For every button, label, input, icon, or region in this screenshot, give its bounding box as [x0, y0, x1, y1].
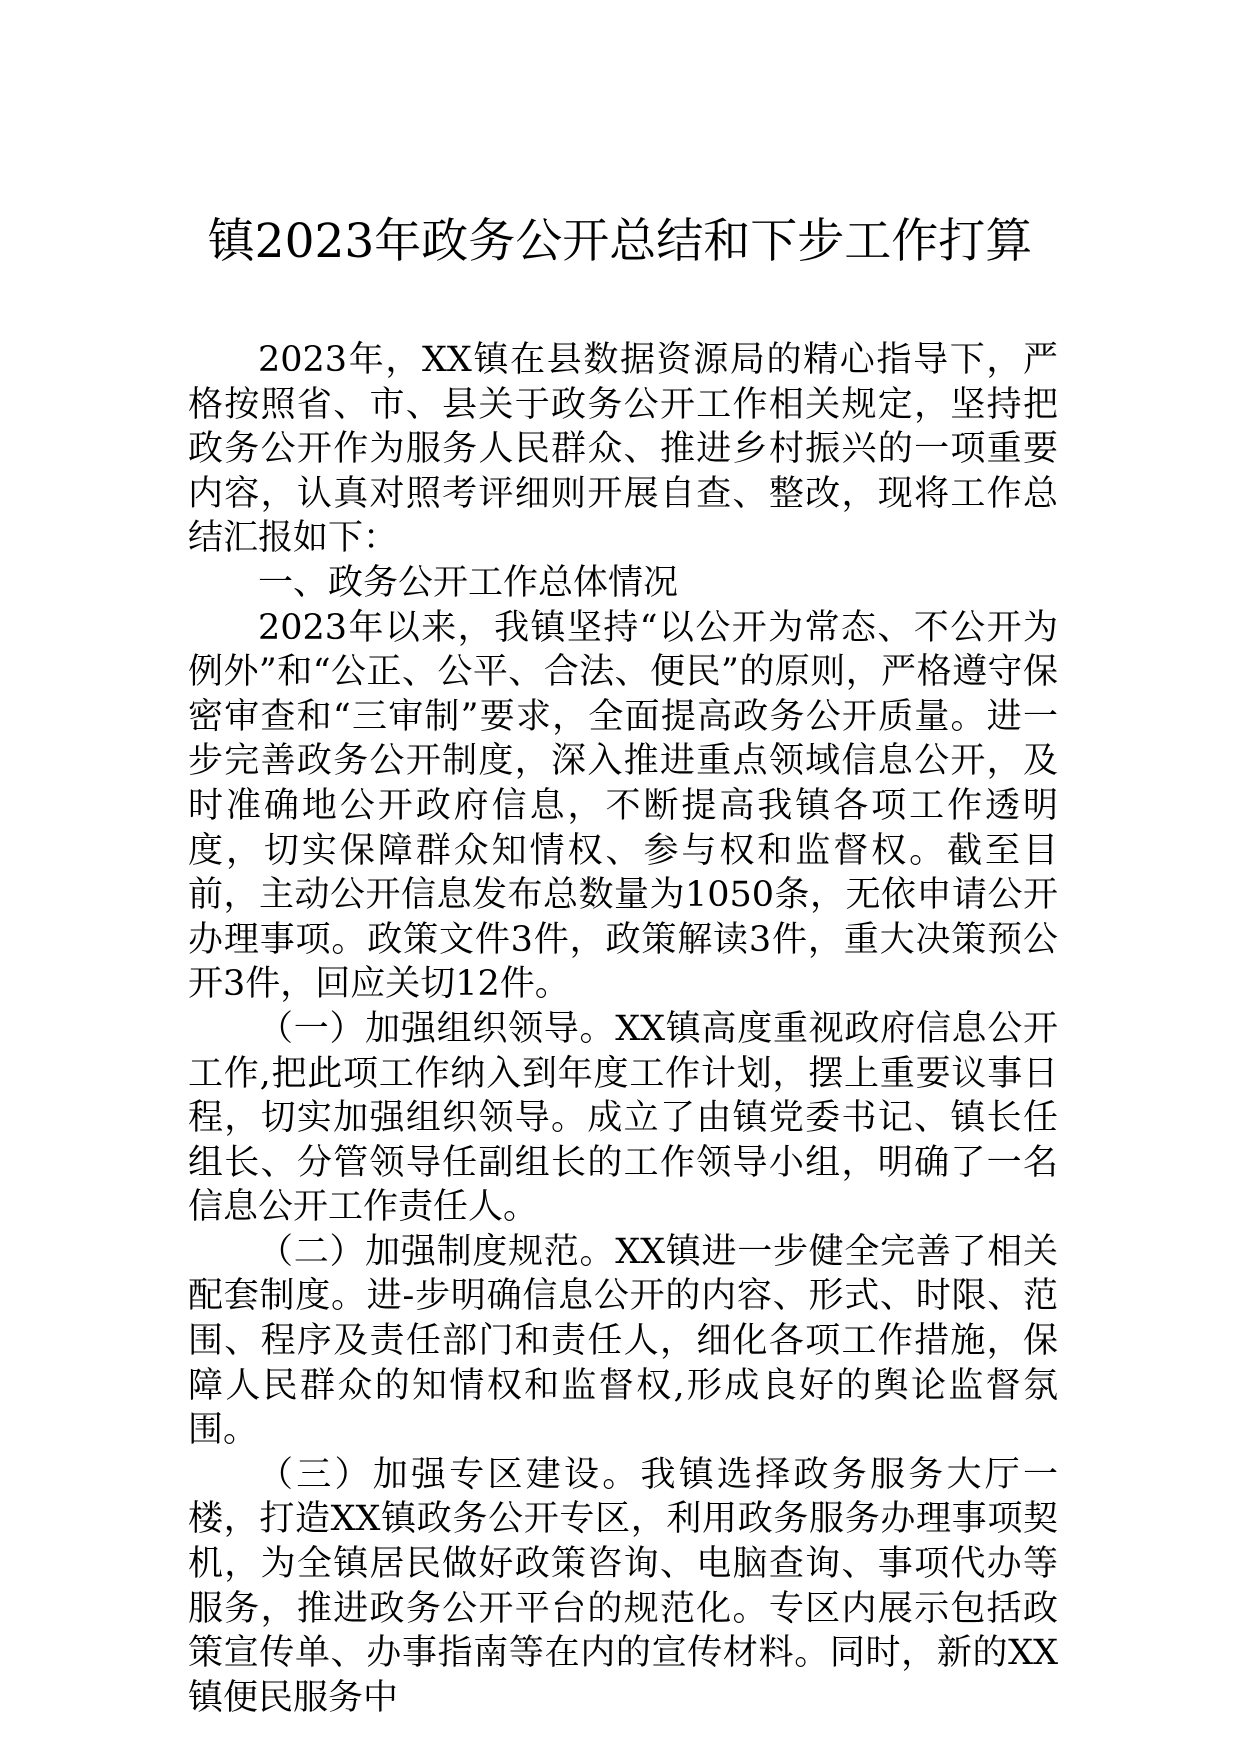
document-body: [188, 338, 1058, 1720]
regulation-paragraph: （二）加强制度规范。XX镇进一步健全完善了相关配套制度。进-步明确信息公开的内容、形式、时限、范围、程序及责任部门和责任人，细化各项工作措施，保障人民群众的知情权和监督权,形成良好的舆论监督氛围。: [188, 1231, 1058, 1451]
section-heading: 一、政务公开工作总体情况: [258, 562, 679, 603]
document-title: 镇2023年政务公开总结和下步工作打算: [207, 214, 1033, 269]
overview-paragraph: 2023年以来，我镇坚持“以公开为常态、不公开为例外”和“公正、公平、合法、便民”的原则，严格遵守保密审查和“三审制”要求，全面提高政务公开质量。进一步完善政务公开制度，深入推进重点领域信息公开，及时准确地公开政府信息，不断提高我镇各项工作透明度，切实保障群众知情权、参与权和监督权。截至目前，主动公开信息发布总数量为1050条，无依申请公开办理事项。政策文件3件，政策解读3件，重大决策预公开3件，回应关切12件。: [188, 607, 1058, 1005]
zone-paragraph: （三）加强专区建设。我镇选择政务服务大厅一楼，打造XX镇政务公开专区，利用政务服务办理事项契机，为全镇居民做好政策咨询、电脑查询、事项代办等服务，推进政务公开平台的规范化。专区内展示包括政策宣传单、办事指南等在内的宣传材料。同时，新的XX镇便民服务中: [188, 1454, 1058, 1718]
leadership-paragraph: （一）加强组织领导。XX镇高度重视政府信息公开工作,把此项工作纳入到年度工作计划，摆上重要议事日程，切实加强组织领导。成立了由镇党委书记、镇长任组长、分管领导任副组长的工作领导小组，明确了一名信息公开工作责任人。: [188, 1008, 1058, 1228]
intro-paragraph: 2023年，XX镇在县数据资源局的精心指导下，严格按照省、市、县关于政务公开工作相关规定，坚持把政务公开作为服务人民群众、推进乡村振兴的一项重要内容，认真对照考评细则开展自查、整改，现将工作总结汇报如下：: [188, 340, 1058, 559]
